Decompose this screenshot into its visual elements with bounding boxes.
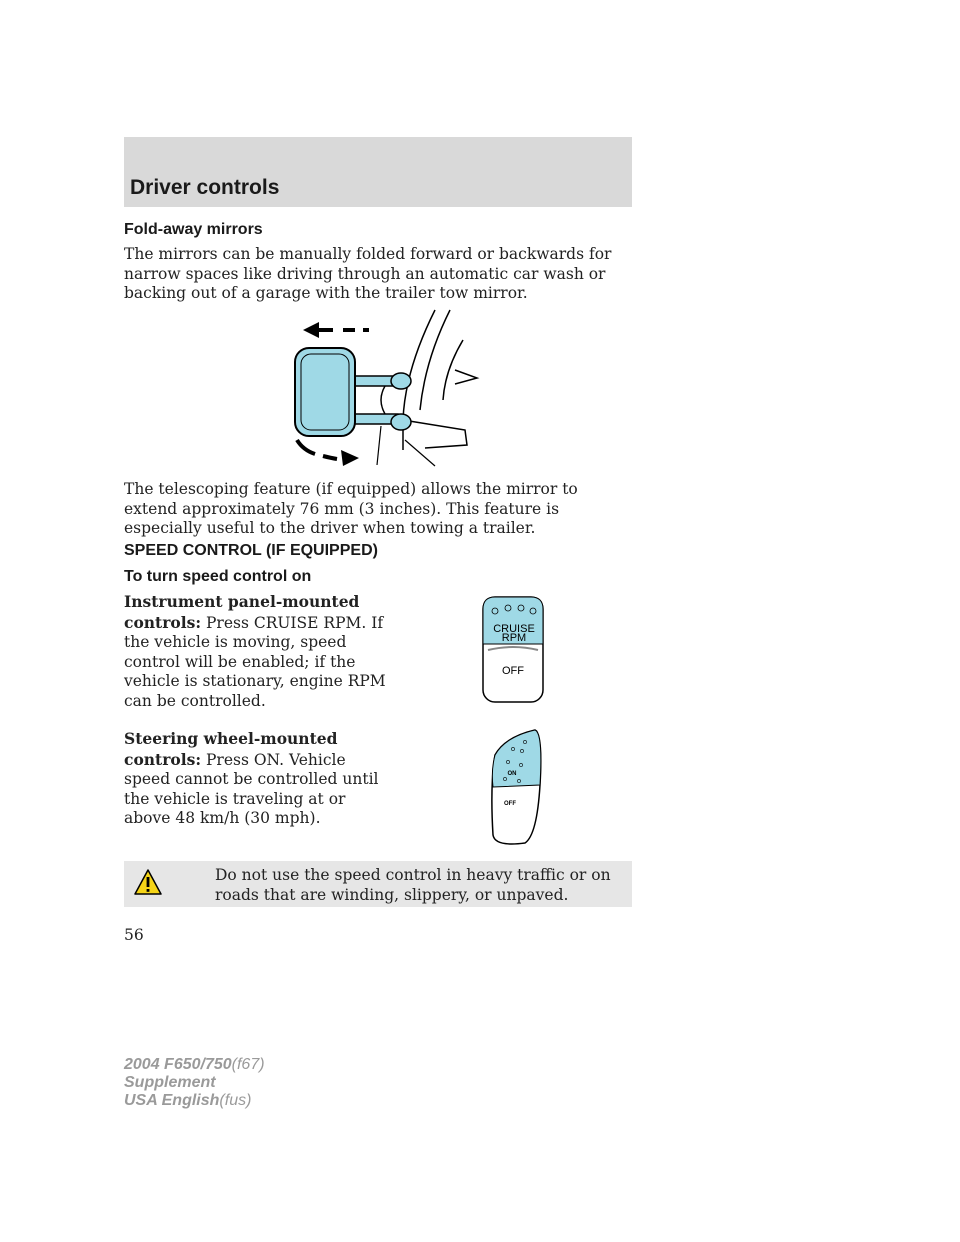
cruise-label: CRUISE: [493, 623, 535, 635]
footer-model: 2004 F650/750: [124, 1056, 232, 1073]
warning-text: Do not use the speed control in heavy traffic or on roads that are winding, slippery, or unpaved.: [215, 866, 611, 904]
telescoping-paragraph: The telescoping feature (if equipped) allows the mirror to extend approximately 76 mm (3 inches). This feature is especially useful to the driver when towing a trailer.: [124, 480, 578, 537]
off-switch-label: OFF: [504, 801, 516, 807]
footer: [124, 1056, 265, 1110]
instrument-panel-lead: Instrument panel-mounted controls:: [124, 592, 360, 632]
off-label: OFF: [502, 665, 524, 677]
page-number: 56: [124, 926, 144, 944]
steering-wheel-text: Press ON. Vehicle speed cannot be controlled until the vehicle is traveling at or above 48 km/h (30 mph).: [124, 750, 379, 827]
forward-arrowhead: [303, 322, 319, 338]
footer-language: USA English: [124, 1092, 220, 1109]
instrument-panel-text: Press CRUISE RPM. If the vehicle is moving, speed control will be enabled; if the vehicle is stationary, engine RPM can be controlled.: [124, 613, 386, 710]
fold-backward-arrow: [297, 440, 337, 459]
steering-switch-illustration: [485, 725, 545, 850]
instrument-panel-paragraph: [124, 592, 394, 711]
warning-icon: [133, 868, 163, 896]
footer-model-code: (f67): [231, 1056, 265, 1073]
steering-wheel-lead: Steering wheel-mounted controls:: [124, 729, 338, 769]
fold-away-heading: Fold-away mirrors: [124, 221, 263, 238]
mirror-illustration: [285, 300, 485, 470]
section-title: Driver controls: [130, 176, 280, 199]
on-label: ON: [507, 771, 517, 777]
speed-control-heading: SPEED CONTROL (IF EQUIPPED): [124, 542, 378, 559]
cruise-rpm-switch-illustration: [478, 592, 548, 707]
footer-supplement: Supplement: [124, 1074, 216, 1091]
backward-arrowhead: [341, 450, 359, 466]
rpm-label: RPM: [501, 632, 527, 644]
fold-away-paragraph: The mirrors can be manually folded forward or backwards for narrow spaces like driving through an automatic car wash or backing out of a garage with the trailer tow mirror.: [124, 245, 612, 302]
turn-on-subheading: To turn speed control on: [124, 568, 312, 585]
footer-language-code: (fus): [219, 1092, 252, 1109]
steering-wheel-paragraph: [124, 729, 394, 829]
